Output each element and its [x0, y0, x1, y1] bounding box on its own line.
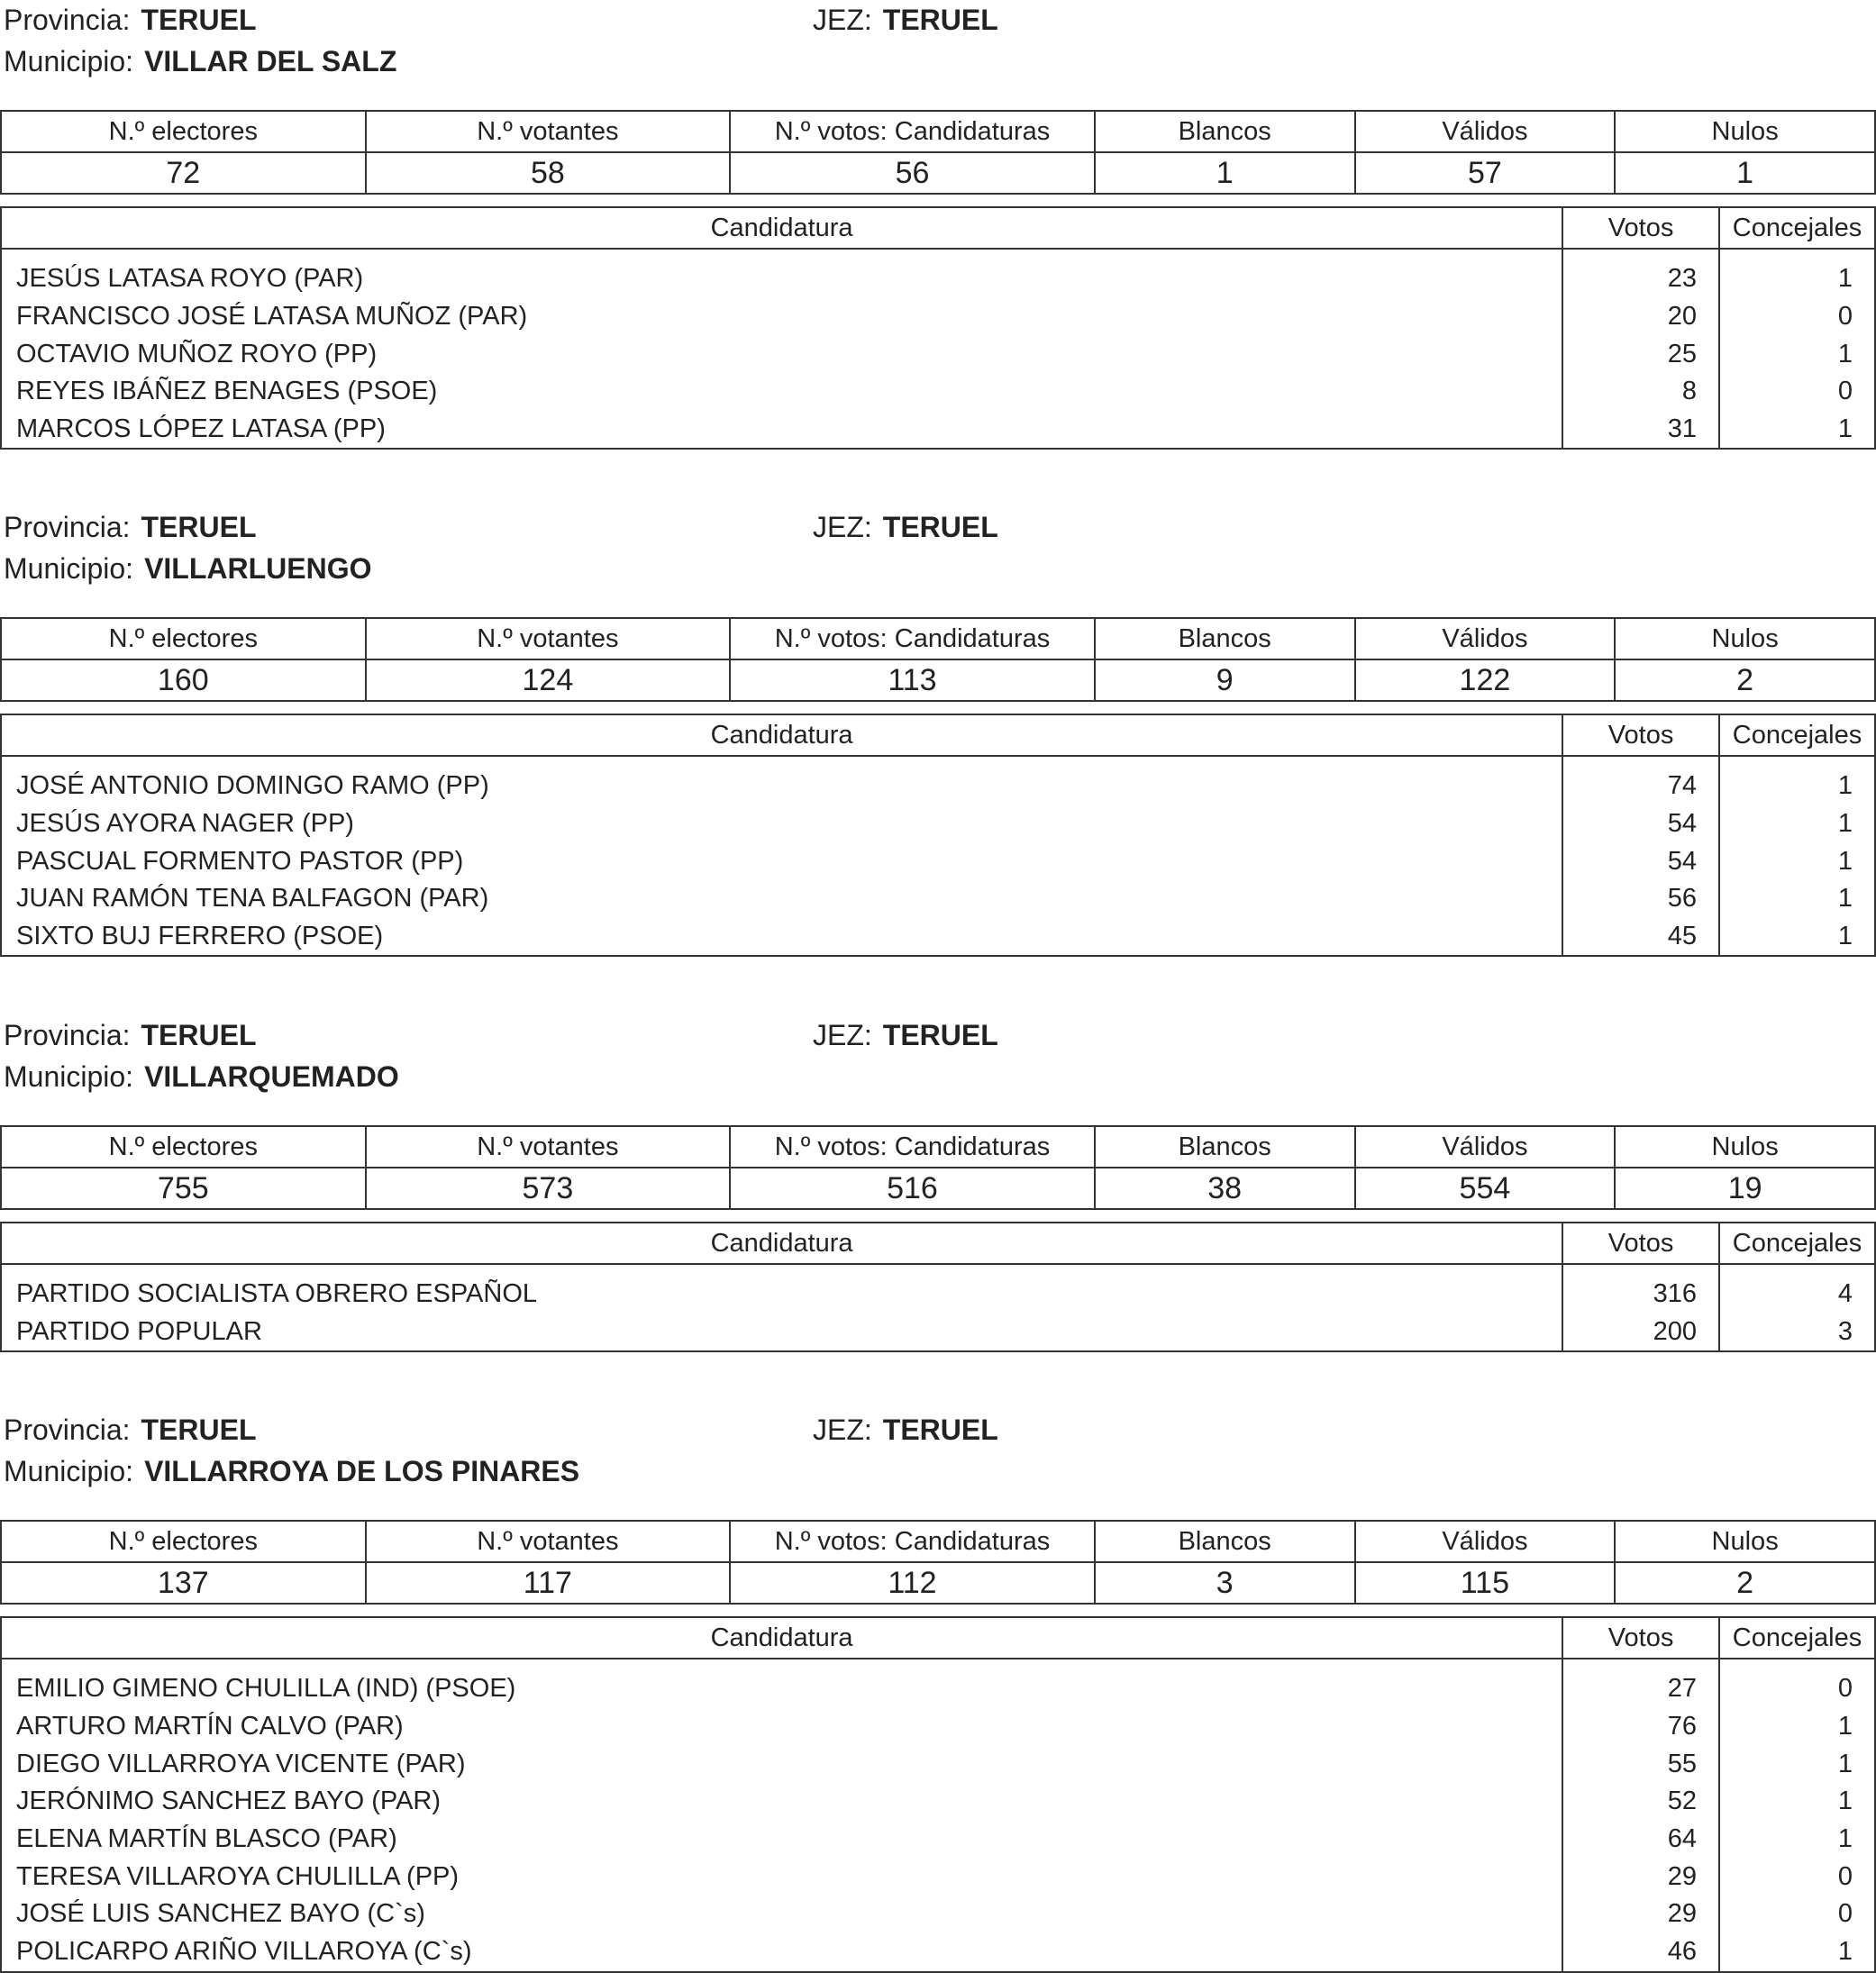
candidate-name: JESÚS AYORA NAGER (PP) — [1, 805, 1562, 843]
jez-line — [813, 2, 998, 38]
candidate-votos: 54 — [1562, 842, 1719, 880]
summary-value-votantes: 58 — [366, 152, 731, 194]
candidate-concejales: 0 — [1719, 1659, 1875, 1708]
summary-header-votos_cand: N.º votos: Candidaturas — [730, 618, 1095, 659]
municipio-label: Municipio: — [4, 1455, 134, 1487]
candidate-row — [1, 1821, 1875, 1859]
summary-header-nulos: Nulos — [1615, 111, 1875, 152]
provincia-label: Provincia: — [4, 1414, 131, 1446]
municipio-value: VILLARQUEMADO — [144, 1060, 399, 1093]
summary-header-validos: Válidos — [1355, 1521, 1616, 1562]
jez-value: TERUEL — [882, 4, 998, 36]
provincia-label: Provincia: — [4, 4, 131, 36]
votos-header: Votos — [1562, 207, 1719, 249]
candidate-concejales: 1 — [1719, 1783, 1875, 1821]
provincia-line — [4, 2, 257, 38]
summary-value-electores: 160 — [1, 659, 366, 701]
candidate-name: JESÚS LATASA ROYO (PAR) — [1, 249, 1562, 298]
municipio-value: VILLARROYA DE LOS PINARES — [144, 1455, 580, 1487]
summary-table — [0, 1520, 1876, 1605]
summary-table — [0, 617, 1876, 702]
summary-header-votos_cand: N.º votos: Candidaturas — [730, 111, 1095, 152]
candidate-votos: 54 — [1562, 805, 1719, 843]
candidate-concejales: 0 — [1719, 298, 1875, 336]
candidate-row — [1, 756, 1875, 805]
candidate-row — [1, 1659, 1875, 1708]
summary-header-nulos: Nulos — [1615, 618, 1875, 659]
candidate-votos: 23 — [1562, 249, 1719, 298]
jez-value: TERUEL — [882, 511, 998, 543]
municipio-value: VILLAR DEL SALZ — [144, 45, 397, 77]
jez-label: JEZ: — [813, 1414, 872, 1446]
candidate-concejales: 1 — [1719, 1708, 1875, 1746]
candidate-concejales: 1 — [1719, 335, 1875, 373]
candidate-concejales: 1 — [1719, 880, 1875, 918]
candidate-row — [1, 1783, 1875, 1821]
candidate-name: JERÓNIMO SANCHEZ BAYO (PAR) — [1, 1783, 1562, 1821]
votos-header: Votos — [1562, 714, 1719, 756]
provincia-line — [4, 509, 257, 545]
summary-header-electores: N.º electores — [1, 1521, 366, 1562]
candidate-name: TERESA VILLAROYA CHULILLA (PP) — [1, 1858, 1562, 1896]
summary-value-electores: 755 — [1, 1168, 366, 1209]
candidate-name: PASCUAL FORMENTO PASTOR (PP) — [1, 842, 1562, 880]
candidate-name: JOSÉ ANTONIO DOMINGO RAMO (PP) — [1, 756, 1562, 805]
summary-value-votos_cand: 112 — [730, 1562, 1095, 1604]
candidate-row — [1, 1314, 1875, 1352]
summary-header-blancos: Blancos — [1095, 111, 1355, 152]
candidate-votos: 27 — [1562, 1659, 1719, 1708]
summary-header-blancos: Blancos — [1095, 1126, 1355, 1168]
candidate-concejales: 1 — [1719, 918, 1875, 957]
candidates-table — [0, 1616, 1876, 1973]
summary-header-electores: N.º electores — [1, 618, 366, 659]
candidate-concejales: 1 — [1719, 1745, 1875, 1783]
summary-value-validos: 115 — [1355, 1562, 1616, 1604]
candidate-votos: 25 — [1562, 335, 1719, 373]
candidate-votos: 29 — [1562, 1858, 1719, 1896]
jez-line — [813, 509, 998, 545]
summary-value-validos: 122 — [1355, 659, 1616, 701]
candidate-row — [1, 1708, 1875, 1746]
candidate-votos: 316 — [1562, 1264, 1719, 1314]
concejales-header: Concejales — [1719, 714, 1875, 756]
candidate-concejales: 0 — [1719, 373, 1875, 411]
summary-header-blancos: Blancos — [1095, 618, 1355, 659]
candidate-concejales: 1 — [1719, 1933, 1875, 1972]
candidates-table — [0, 1222, 1876, 1352]
candidate-concejales: 1 — [1719, 411, 1875, 450]
municipio-label: Municipio: — [4, 552, 134, 585]
summary-value-blancos: 38 — [1095, 1168, 1355, 1209]
provincia-value: TERUEL — [141, 1019, 257, 1051]
summary-header-nulos: Nulos — [1615, 1521, 1875, 1562]
candidate-votos: 31 — [1562, 411, 1719, 450]
candidate-row — [1, 373, 1875, 411]
summary-value-nulos: 1 — [1615, 152, 1875, 194]
candidate-votos: 20 — [1562, 298, 1719, 336]
municipio-line — [4, 43, 396, 79]
summary-header-electores: N.º electores — [1, 1126, 366, 1168]
candidate-votos: 64 — [1562, 1821, 1719, 1859]
summary-header-electores: N.º electores — [1, 111, 366, 152]
candidate-votos: 76 — [1562, 1708, 1719, 1746]
candidate-name: SIXTO BUJ FERRERO (PSOE) — [1, 918, 1562, 957]
summary-value-votantes: 117 — [366, 1562, 731, 1604]
candidate-concejales: 1 — [1719, 756, 1875, 805]
provincia-label: Provincia: — [4, 1019, 131, 1051]
summary-table — [0, 110, 1876, 195]
candidate-concejales: 0 — [1719, 1858, 1875, 1896]
candidate-name: ARTURO MARTÍN CALVO (PAR) — [1, 1708, 1562, 1746]
municipio-line — [4, 1059, 399, 1095]
candidate-row — [1, 918, 1875, 957]
summary-value-validos: 554 — [1355, 1168, 1616, 1209]
candidate-name: PARTIDO POPULAR — [1, 1314, 1562, 1352]
candidate-name: JUAN RAMÓN TENA BALFAGON (PAR) — [1, 880, 1562, 918]
candidate-row — [1, 842, 1875, 880]
candidate-votos: 74 — [1562, 756, 1719, 805]
summary-value-validos: 57 — [1355, 152, 1616, 194]
municipio-line — [4, 550, 372, 586]
concejales-header: Concejales — [1719, 1617, 1875, 1659]
provincia-value: TERUEL — [141, 1414, 257, 1446]
candidate-name: DIEGO VILLARROYA VICENTE (PAR) — [1, 1745, 1562, 1783]
candidate-concejales: 1 — [1719, 1821, 1875, 1859]
candidate-name: REYES IBÁÑEZ BENAGES (PSOE) — [1, 373, 1562, 411]
jez-line — [813, 1412, 998, 1448]
concejales-header: Concejales — [1719, 207, 1875, 249]
candidate-votos: 46 — [1562, 1933, 1719, 1972]
candidate-concejales: 3 — [1719, 1314, 1875, 1352]
summary-table — [0, 1125, 1876, 1210]
summary-value-votantes: 124 — [366, 659, 731, 701]
summary-header-validos: Válidos — [1355, 1126, 1616, 1168]
candidate-concejales: 4 — [1719, 1264, 1875, 1314]
summary-header-nulos: Nulos — [1615, 1126, 1875, 1168]
candidate-row — [1, 1896, 1875, 1933]
summary-value-votos_cand: 56 — [730, 152, 1095, 194]
summary-value-nulos: 19 — [1615, 1168, 1875, 1209]
summary-value-blancos: 9 — [1095, 659, 1355, 701]
candidate-name: PARTIDO SOCIALISTA OBRERO ESPAÑOL — [1, 1264, 1562, 1314]
municipio-label: Municipio: — [4, 1060, 134, 1093]
candidate-name: POLICARPO ARIÑO VILLAROYA (C`s) — [1, 1933, 1562, 1972]
summary-header-validos: Válidos — [1355, 111, 1616, 152]
candidate-votos: 56 — [1562, 880, 1719, 918]
candidate-votos: 200 — [1562, 1314, 1719, 1352]
summary-header-blancos: Blancos — [1095, 1521, 1355, 1562]
candidate-row — [1, 880, 1875, 918]
votos-header: Votos — [1562, 1223, 1719, 1264]
jez-label: JEZ: — [813, 4, 872, 36]
candidate-row — [1, 1264, 1875, 1314]
candidate-name: EMILIO GIMENO CHULILLA (IND) (PSOE) — [1, 1659, 1562, 1708]
summary-value-nulos: 2 — [1615, 659, 1875, 701]
summary-value-votantes: 573 — [366, 1168, 731, 1209]
candidate-votos: 29 — [1562, 1896, 1719, 1933]
candidate-row — [1, 1745, 1875, 1783]
summary-value-electores: 137 — [1, 1562, 366, 1604]
summary-value-votos_cand: 516 — [730, 1168, 1095, 1209]
candidate-row — [1, 411, 1875, 450]
provincia-line — [4, 1017, 257, 1053]
provincia-line — [4, 1412, 257, 1448]
candidatura-header: Candidatura — [1, 1617, 1562, 1659]
municipio-label: Municipio: — [4, 45, 134, 77]
candidatura-header: Candidatura — [1, 1223, 1562, 1264]
candidate-name: MARCOS LÓPEZ LATASA (PP) — [1, 411, 1562, 450]
candidate-row — [1, 298, 1875, 336]
summary-value-nulos: 2 — [1615, 1562, 1875, 1604]
candidates-table — [0, 714, 1876, 957]
candidate-row — [1, 1933, 1875, 1972]
municipio-value: VILLARLUENGO — [144, 552, 372, 585]
candidate-name: JOSÉ LUIS SANCHEZ BAYO (C`s) — [1, 1896, 1562, 1933]
jez-label: JEZ: — [813, 511, 872, 543]
candidate-row — [1, 1858, 1875, 1896]
candidate-name: ELENA MARTÍN BLASCO (PAR) — [1, 1821, 1562, 1859]
candidate-votos: 8 — [1562, 373, 1719, 411]
candidate-votos: 45 — [1562, 918, 1719, 957]
candidatura-header: Candidatura — [1, 714, 1562, 756]
summary-value-votos_cand: 113 — [730, 659, 1095, 701]
candidate-row — [1, 249, 1875, 298]
provincia-value: TERUEL — [141, 511, 257, 543]
candidate-votos: 52 — [1562, 1783, 1719, 1821]
summary-header-votantes: N.º votantes — [366, 1126, 731, 1168]
provincia-label: Provincia: — [4, 511, 131, 543]
municipio-line — [4, 1453, 579, 1489]
summary-header-votos_cand: N.º votos: Candidaturas — [730, 1521, 1095, 1562]
candidate-row — [1, 805, 1875, 843]
candidate-votos: 55 — [1562, 1745, 1719, 1783]
candidates-table — [0, 206, 1876, 450]
candidate-concejales: 0 — [1719, 1896, 1875, 1933]
candidate-concejales: 1 — [1719, 842, 1875, 880]
provincia-value: TERUEL — [141, 4, 257, 36]
summary-header-votantes: N.º votantes — [366, 1521, 731, 1562]
jez-value: TERUEL — [882, 1019, 998, 1051]
summary-value-electores: 72 — [1, 152, 366, 194]
jez-value: TERUEL — [882, 1414, 998, 1446]
summary-header-votantes: N.º votantes — [366, 618, 731, 659]
summary-value-blancos: 1 — [1095, 152, 1355, 194]
jez-line — [813, 1017, 998, 1053]
summary-header-validos: Válidos — [1355, 618, 1616, 659]
candidatura-header: Candidatura — [1, 207, 1562, 249]
summary-header-votos_cand: N.º votos: Candidaturas — [730, 1126, 1095, 1168]
jez-label: JEZ: — [813, 1019, 872, 1051]
summary-header-votantes: N.º votantes — [366, 111, 731, 152]
candidate-name: FRANCISCO JOSÉ LATASA MUÑOZ (PAR) — [1, 298, 1562, 336]
summary-value-blancos: 3 — [1095, 1562, 1355, 1604]
candidate-concejales: 1 — [1719, 249, 1875, 298]
concejales-header: Concejales — [1719, 1223, 1875, 1264]
votos-header: Votos — [1562, 1617, 1719, 1659]
candidate-concejales: 1 — [1719, 805, 1875, 843]
candidate-row — [1, 335, 1875, 373]
candidate-name: OCTAVIO MUÑOZ ROYO (PP) — [1, 335, 1562, 373]
